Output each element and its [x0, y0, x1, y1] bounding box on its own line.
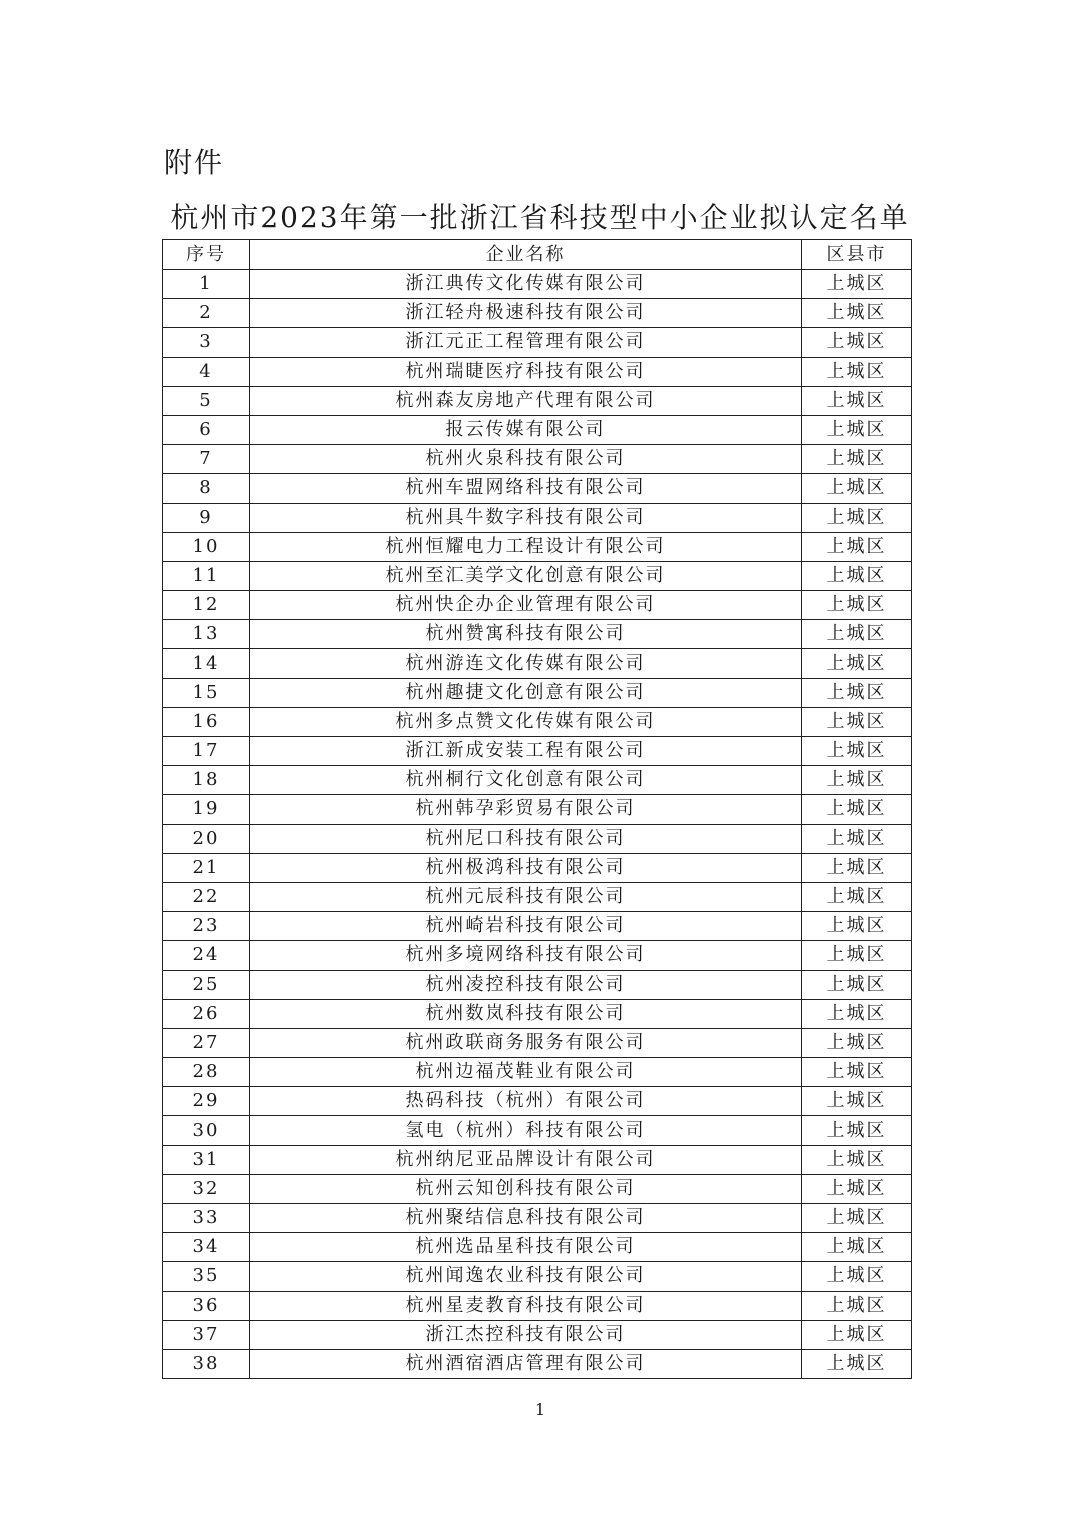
cell-serial-number: 17 [163, 737, 250, 766]
cell-company-name: 杭州数岚科技有限公司 [250, 999, 802, 1028]
cell-company-name: 杭州具牛数字科技有限公司 [250, 503, 802, 532]
cell-district: 上城区 [802, 474, 912, 503]
cell-company-name: 浙江新成安装工程有限公司 [250, 737, 802, 766]
cell-district: 上城区 [802, 795, 912, 824]
cell-district: 上城区 [802, 707, 912, 736]
table-row [163, 1116, 912, 1145]
table-row [163, 532, 912, 561]
cell-company-name: 杭州赞寓科技有限公司 [250, 620, 802, 649]
cell-district: 上城区 [802, 328, 912, 357]
cell-serial-number: 11 [163, 561, 250, 590]
cell-company-name: 杭州尼口科技有限公司 [250, 824, 802, 853]
cell-serial-number: 2 [163, 299, 250, 328]
header-company-name: 企业名称 [250, 240, 802, 270]
table-row [163, 766, 912, 795]
cell-company-name: 杭州游连文化传媒有限公司 [250, 649, 802, 678]
cell-district: 上城区 [802, 1058, 912, 1087]
table-row [163, 1145, 912, 1174]
cell-company-name: 杭州酒宿酒店管理有限公司 [250, 1349, 802, 1378]
cell-serial-number: 10 [163, 532, 250, 561]
table-row [163, 707, 912, 736]
cell-company-name: 杭州快企办企业管理有限公司 [250, 591, 802, 620]
table-row [163, 1087, 912, 1116]
cell-company-name: 浙江轻舟极速科技有限公司 [250, 299, 802, 328]
cell-company-name: 杭州至汇美学文化创意有限公司 [250, 561, 802, 590]
header-serial-number: 序号 [163, 240, 250, 270]
cell-company-name: 杭州星麦教育科技有限公司 [250, 1291, 802, 1320]
table-row [163, 1349, 912, 1378]
table-row [163, 678, 912, 707]
table-row [163, 853, 912, 882]
cell-district: 上城区 [802, 503, 912, 532]
cell-district: 上城区 [802, 561, 912, 590]
cell-company-name: 杭州聚结信息科技有限公司 [250, 1204, 802, 1233]
table-row [163, 795, 912, 824]
cell-serial-number: 8 [163, 474, 250, 503]
cell-district: 上城区 [802, 737, 912, 766]
table-row [163, 1028, 912, 1057]
cell-district: 上城区 [802, 299, 912, 328]
cell-serial-number: 9 [163, 503, 250, 532]
cell-serial-number: 30 [163, 1116, 250, 1145]
table-row [163, 270, 912, 299]
page-number: 1 [534, 1400, 546, 1419]
cell-district: 上城区 [802, 1174, 912, 1203]
cell-company-name: 杭州纳尼亚品牌设计有限公司 [250, 1145, 802, 1174]
cell-company-name: 杭州崎岩科技有限公司 [250, 912, 802, 941]
table-row [163, 1320, 912, 1349]
cell-serial-number: 16 [163, 707, 250, 736]
table-row [163, 1174, 912, 1203]
table-row [163, 620, 912, 649]
cell-company-name: 杭州闻逸农业科技有限公司 [250, 1262, 802, 1291]
cell-serial-number: 25 [163, 970, 250, 999]
cell-company-name: 杭州边福茂鞋业有限公司 [250, 1058, 802, 1087]
table-header-row [163, 240, 912, 270]
cell-company-name: 杭州桐行文化创意有限公司 [250, 766, 802, 795]
cell-serial-number: 13 [163, 620, 250, 649]
cell-company-name: 浙江杰控科技有限公司 [250, 1320, 802, 1349]
cell-serial-number: 6 [163, 415, 250, 444]
cell-serial-number: 3 [163, 328, 250, 357]
table-row [163, 591, 912, 620]
cell-company-name: 杭州多点赞文化传媒有限公司 [250, 707, 802, 736]
cell-serial-number: 37 [163, 1320, 250, 1349]
cell-district: 上城区 [802, 1204, 912, 1233]
cell-serial-number: 15 [163, 678, 250, 707]
cell-district: 上城区 [802, 1028, 912, 1057]
table-row [163, 1058, 912, 1087]
cell-company-name: 浙江典传文化传媒有限公司 [250, 270, 802, 299]
cell-district: 上城区 [802, 1233, 912, 1262]
table-row [163, 357, 912, 386]
cell-serial-number: 12 [163, 591, 250, 620]
cell-serial-number: 5 [163, 386, 250, 415]
table-row [163, 445, 912, 474]
cell-company-name: 杭州森友房地产代理有限公司 [250, 386, 802, 415]
cell-company-name: 杭州火泉科技有限公司 [250, 445, 802, 474]
cell-company-name: 浙江元正工程管理有限公司 [250, 328, 802, 357]
cell-district: 上城区 [802, 1116, 912, 1145]
cell-serial-number: 20 [163, 824, 250, 853]
cell-serial-number: 29 [163, 1087, 250, 1116]
cell-district: 上城区 [802, 445, 912, 474]
table-row [163, 999, 912, 1028]
table-row [163, 1262, 912, 1291]
cell-district: 上城区 [802, 999, 912, 1028]
cell-district: 上城区 [802, 678, 912, 707]
cell-company-name: 杭州凌控科技有限公司 [250, 970, 802, 999]
cell-serial-number: 28 [163, 1058, 250, 1087]
cell-district: 上城区 [802, 1087, 912, 1116]
document-title: 杭州市2023年第一批浙江省科技型中小企业拟认定名单 [170, 201, 910, 234]
cell-company-name: 杭州车盟网络科技有限公司 [250, 474, 802, 503]
cell-serial-number: 7 [163, 445, 250, 474]
cell-district: 上城区 [802, 620, 912, 649]
cell-company-name: 热码科技（杭州）有限公司 [250, 1087, 802, 1116]
cell-serial-number: 38 [163, 1349, 250, 1378]
cell-serial-number: 33 [163, 1204, 250, 1233]
cell-district: 上城区 [802, 591, 912, 620]
cell-district: 上城区 [802, 882, 912, 911]
table-row [163, 1204, 912, 1233]
header-district: 区县市 [802, 240, 912, 270]
cell-district: 上城区 [802, 386, 912, 415]
cell-district: 上城区 [802, 649, 912, 678]
cell-company-name: 杭州瑞睫医疗科技有限公司 [250, 357, 802, 386]
cell-serial-number: 32 [163, 1174, 250, 1203]
cell-company-name: 氢电（杭州）科技有限公司 [250, 1116, 802, 1145]
cell-district: 上城区 [802, 970, 912, 999]
cell-district: 上城区 [802, 1320, 912, 1349]
cell-serial-number: 4 [163, 357, 250, 386]
cell-company-name: 杭州选品星科技有限公司 [250, 1233, 802, 1262]
cell-serial-number: 34 [163, 1233, 250, 1262]
cell-company-name: 杭州元辰科技有限公司 [250, 882, 802, 911]
table-row [163, 941, 912, 970]
cell-district: 上城区 [802, 766, 912, 795]
table-row [163, 415, 912, 444]
cell-serial-number: 35 [163, 1262, 250, 1291]
cell-district: 上城区 [802, 1145, 912, 1174]
cell-company-name: 杭州云知创科技有限公司 [250, 1174, 802, 1203]
table-row [163, 882, 912, 911]
cell-district: 上城区 [802, 532, 912, 561]
table-row [163, 561, 912, 590]
table-row [163, 474, 912, 503]
cell-serial-number: 26 [163, 999, 250, 1028]
cell-district: 上城区 [802, 1349, 912, 1378]
cell-company-name: 杭州趣捷文化创意有限公司 [250, 678, 802, 707]
table-row [163, 299, 912, 328]
cell-district: 上城区 [802, 1262, 912, 1291]
cell-company-name: 杭州恒耀电力工程设计有限公司 [250, 532, 802, 561]
cell-district: 上城区 [802, 415, 912, 444]
cell-company-name: 杭州韩孕彩贸易有限公司 [250, 795, 802, 824]
table-row [163, 737, 912, 766]
cell-district: 上城区 [802, 941, 912, 970]
table-row [163, 912, 912, 941]
table-row [163, 970, 912, 999]
cell-serial-number: 23 [163, 912, 250, 941]
table-row [163, 503, 912, 532]
cell-serial-number: 31 [163, 1145, 250, 1174]
enterprise-list-table [162, 239, 912, 1379]
cell-district: 上城区 [802, 357, 912, 386]
cell-serial-number: 24 [163, 941, 250, 970]
cell-serial-number: 1 [163, 270, 250, 299]
table-row [163, 824, 912, 853]
cell-company-name: 杭州极鸿科技有限公司 [250, 853, 802, 882]
attachment-label: 附件 [164, 146, 225, 179]
cell-serial-number: 18 [163, 766, 250, 795]
cell-serial-number: 36 [163, 1291, 250, 1320]
cell-district: 上城区 [802, 1291, 912, 1320]
cell-serial-number: 21 [163, 853, 250, 882]
cell-district: 上城区 [802, 824, 912, 853]
table-body [163, 270, 912, 1379]
table-row [163, 1291, 912, 1320]
table-header [163, 240, 912, 270]
cell-district: 上城区 [802, 853, 912, 882]
cell-district: 上城区 [802, 912, 912, 941]
cell-serial-number: 19 [163, 795, 250, 824]
table-row [163, 649, 912, 678]
cell-company-name: 杭州多境网络科技有限公司 [250, 941, 802, 970]
table-row [163, 328, 912, 357]
cell-district: 上城区 [802, 270, 912, 299]
cell-company-name: 杭州政联商务服务有限公司 [250, 1028, 802, 1057]
cell-company-name: 报云传媒有限公司 [250, 415, 802, 444]
table-row [163, 386, 912, 415]
cell-serial-number: 27 [163, 1028, 250, 1057]
cell-serial-number: 22 [163, 882, 250, 911]
table-row [163, 1233, 912, 1262]
cell-serial-number: 14 [163, 649, 250, 678]
